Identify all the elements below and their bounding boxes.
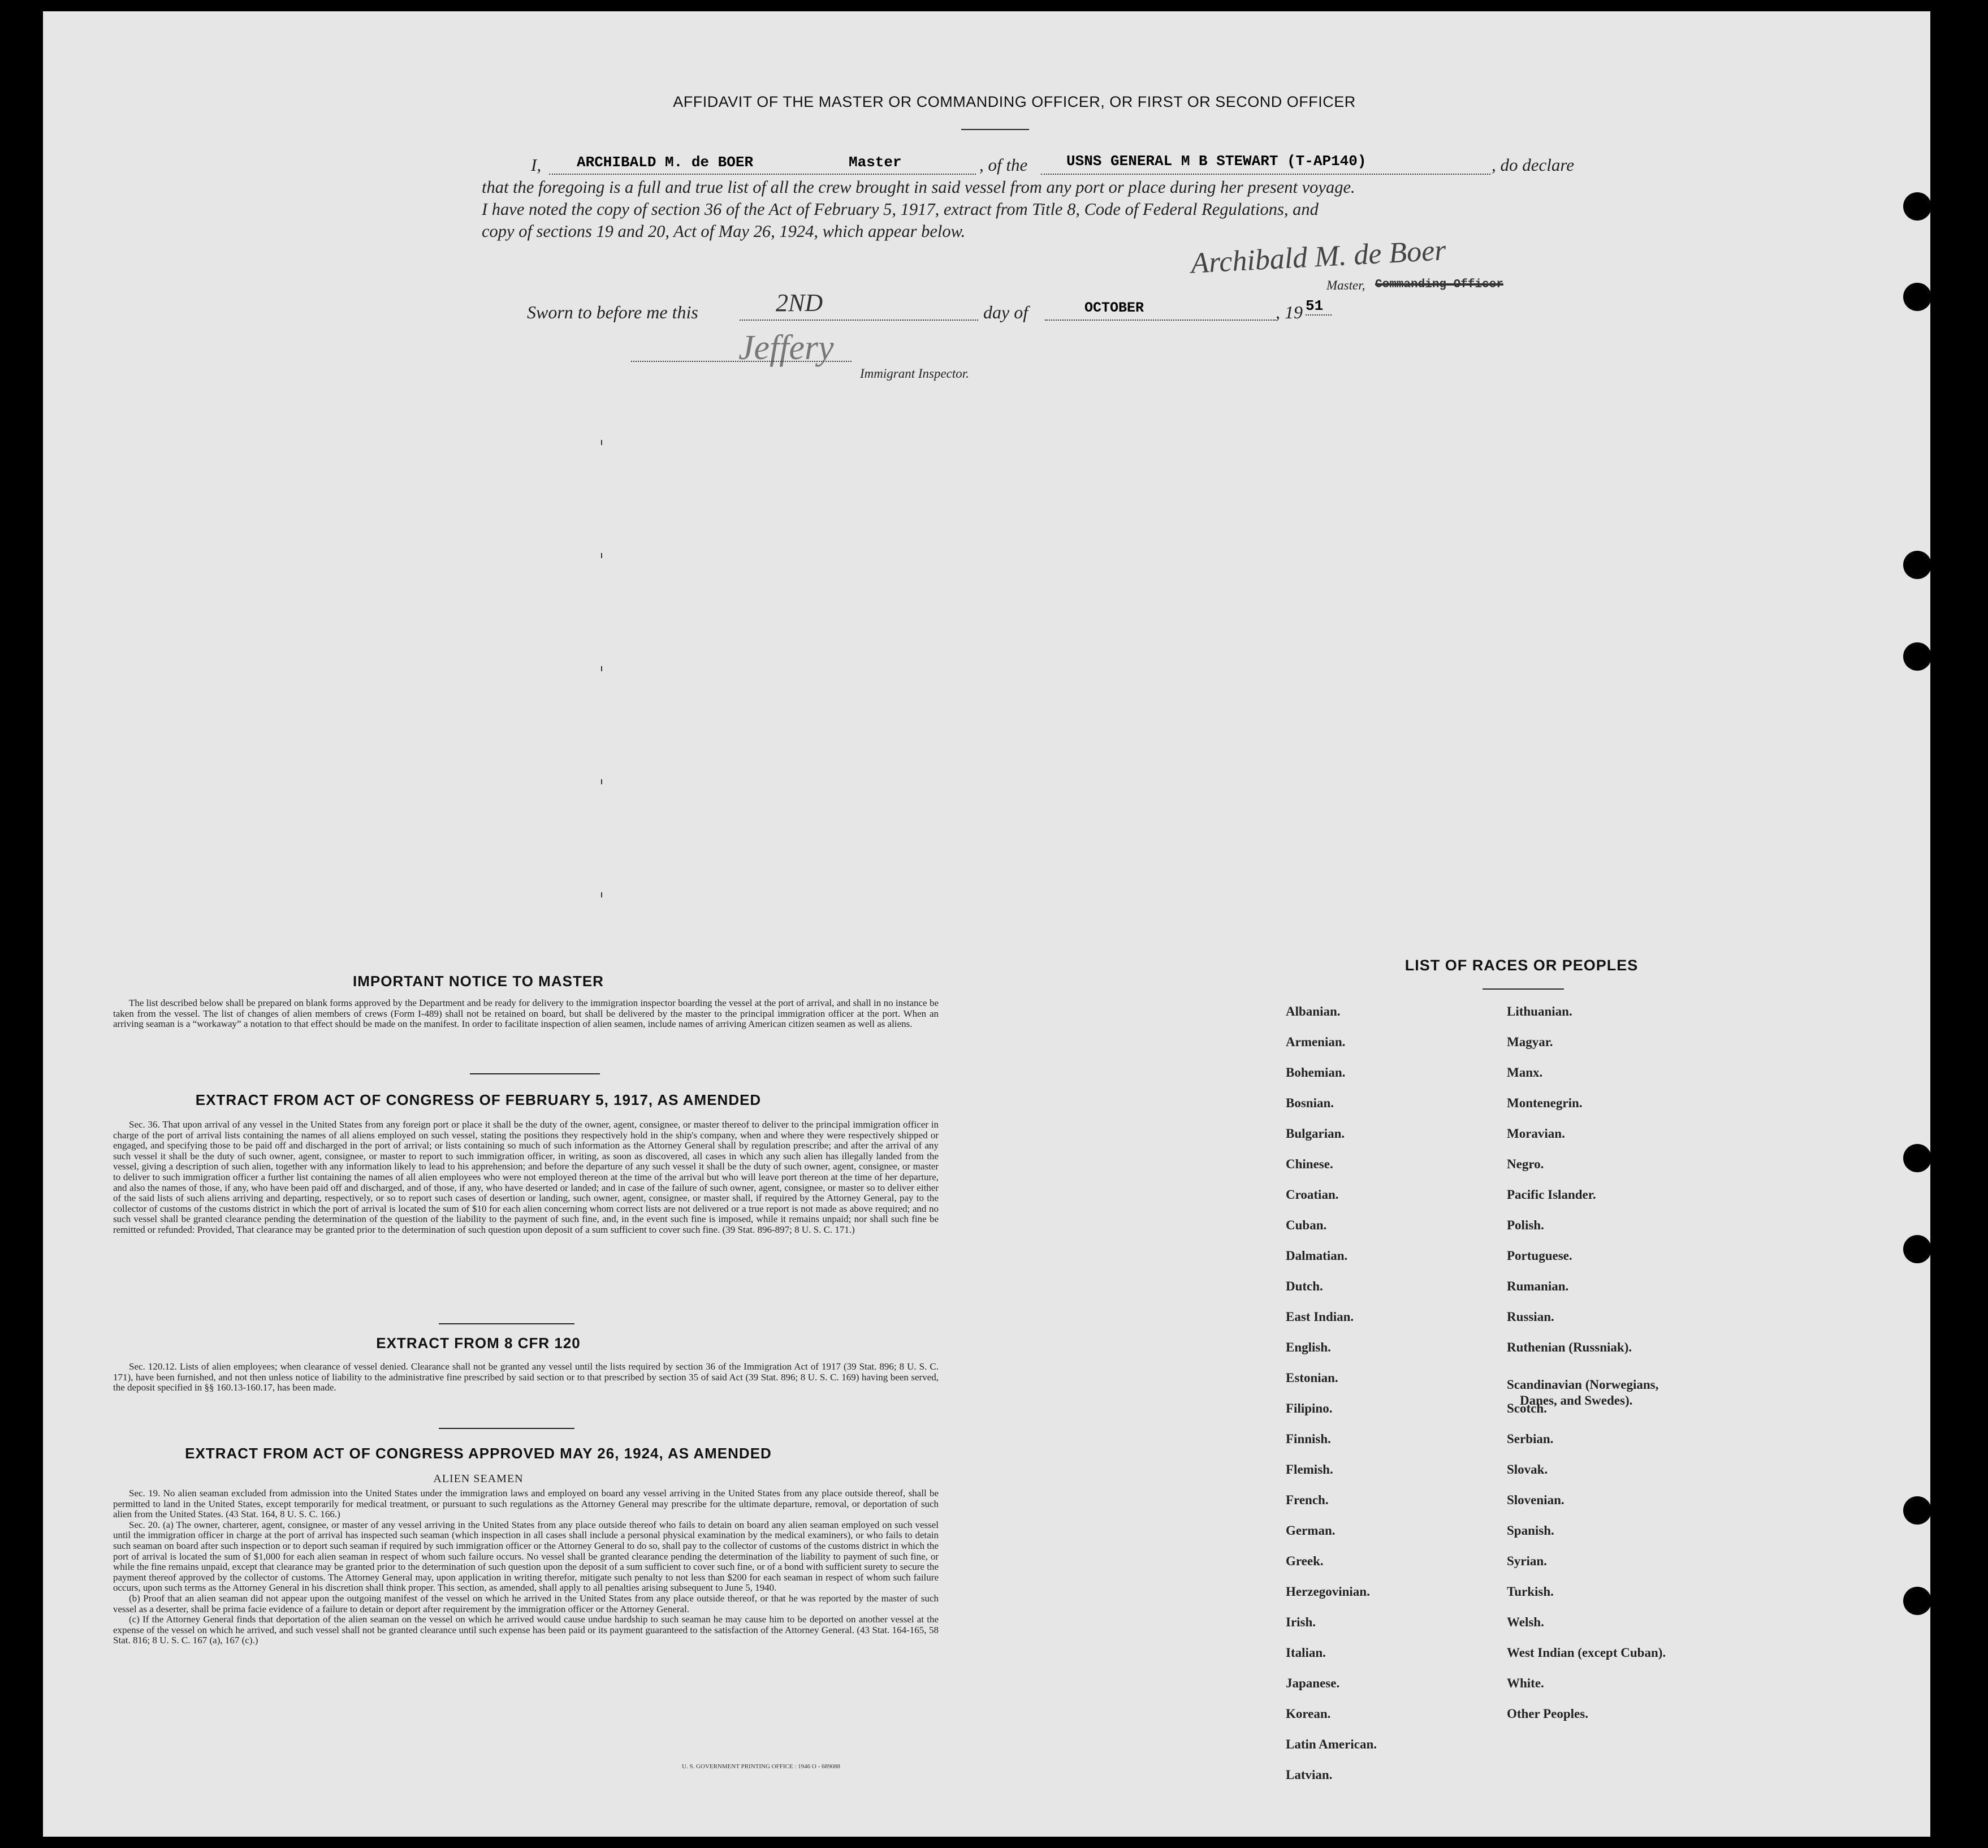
punch-hole bbox=[1903, 1235, 1931, 1263]
sec-20c-paragraph: (c) If the Attorney General finds that deportation of the alien seaman on the vessel on which he arrived would cause undue hardship to such seaman he may cause him to be deported on another vessel at the expense of the vessel on which he arrived, and such vessel shall not be granted clearance until such expense has been paid or its payment guaranteed to the satisfaction of the Attorney General. (43 Stat. 164-165, 58 Stat. 816; 8 U. S. C. 167 (a), 167 (c).) bbox=[113, 1614, 939, 1646]
master-label: Master, bbox=[1326, 278, 1365, 292]
vessel-name: USNS GENERAL M B STEWART (T-AP140) bbox=[1066, 153, 1367, 170]
race-item: Montenegrin. bbox=[1507, 1096, 1583, 1110]
race-item: Chinese. bbox=[1286, 1157, 1333, 1171]
margin-tick bbox=[601, 666, 602, 671]
races-divider bbox=[1483, 988, 1564, 990]
race-item: Croatian. bbox=[1286, 1188, 1339, 1202]
extract-cfr-divider bbox=[439, 1428, 574, 1429]
month-line bbox=[1045, 305, 1276, 321]
affidavit-title: AFFIDAVIT OF THE MASTER OR COMMANDING OFFICER, OR FIRST OR SECOND OFFICER bbox=[673, 93, 1356, 110]
race-item: Portuguese. bbox=[1507, 1249, 1572, 1263]
punch-hole bbox=[1903, 192, 1931, 221]
inspector-line bbox=[631, 357, 852, 362]
margin-tick bbox=[601, 892, 602, 897]
inspector-label: Immigrant Inspector. bbox=[860, 366, 969, 381]
punch-hole bbox=[1903, 283, 1931, 311]
margin-tick bbox=[601, 553, 602, 558]
notice-paragraph: The list described below shall be prepared on blank forms approved by the Department and be ready for delivery to the immigration inspector boarding the vessel at the port of arrival, and shall in no instance be taken from the vessel. The list of changes of alien members of crews (Form I-489) shall not be retained on board, but shall be delivered by the master to the principal immigration officer at the port. When an arriving seaman is a “workaway” a notation to that effect should be made on the manifest. In order to facilitate inspection of alien seamen, include names of arriving American citizen seamen as well as aliens. bbox=[113, 998, 939, 1030]
race-item: Ruthenian (Russniak). bbox=[1507, 1340, 1632, 1354]
year-suffix: 51 bbox=[1306, 297, 1332, 316]
punch-hole bbox=[1903, 551, 1931, 579]
extract-cfr-title: EXTRACT FROM 8 CFR 120 bbox=[376, 1335, 581, 1352]
extract-1924-title: EXTRACT FROM ACT OF CONGRESS APPROVED MAY 26, 1924, AS AMENDED bbox=[185, 1445, 772, 1462]
affidavit-line-2: that the foregoing is a full and true list of all the crew brought in said vessel from any port or place during her present voyage. bbox=[482, 178, 1355, 197]
master-signature: Archibald M. de Boer bbox=[1190, 234, 1447, 280]
race-item: Italian. bbox=[1286, 1646, 1326, 1660]
title-divider bbox=[961, 129, 1029, 130]
notice-title: IMPORTANT NOTICE TO MASTER bbox=[353, 973, 604, 990]
race-item: Estonian. bbox=[1286, 1371, 1338, 1385]
affidavit-line-4: copy of sections 19 and 20, Act of May 26, 1924, which appear below. bbox=[482, 222, 966, 241]
race-item: Filipino. bbox=[1286, 1401, 1333, 1415]
race-item: Herzegovinian. bbox=[1286, 1584, 1370, 1599]
race-item: Slovenian. bbox=[1507, 1493, 1565, 1507]
race-item: Cuban. bbox=[1286, 1218, 1327, 1232]
race-item: East Indian. bbox=[1286, 1310, 1354, 1324]
race-item: Moravian. bbox=[1507, 1126, 1565, 1141]
race-item: Armenian. bbox=[1286, 1035, 1346, 1049]
race-item: French. bbox=[1286, 1493, 1329, 1507]
race-item: Bulgarian. bbox=[1286, 1126, 1345, 1141]
race-item: Other Peoples. bbox=[1507, 1707, 1588, 1721]
race-item: Scandinavian (Norwegians, bbox=[1507, 1378, 1659, 1392]
race-item: Manx. bbox=[1507, 1065, 1543, 1080]
race-item: Danes, and Swedes). bbox=[1520, 1393, 1633, 1407]
year-prefix: , 19 bbox=[1276, 302, 1303, 322]
race-item: Polish. bbox=[1507, 1218, 1544, 1232]
race-item: Magyar. bbox=[1507, 1035, 1553, 1049]
race-item: Latin American. bbox=[1286, 1737, 1377, 1751]
race-item: English. bbox=[1286, 1340, 1331, 1354]
extract-cfr-text bbox=[113, 1362, 939, 1393]
race-item: Russian. bbox=[1507, 1310, 1554, 1324]
struck-title: Commanding Officer bbox=[1375, 278, 1503, 291]
race-item: Serbian. bbox=[1507, 1432, 1554, 1446]
race-item: Welsh. bbox=[1507, 1615, 1544, 1629]
do-declare-text: , do declare bbox=[1492, 155, 1575, 175]
race-item: Irish. bbox=[1286, 1615, 1316, 1629]
master-name: ARCHIBALD M. de BOER bbox=[577, 154, 754, 171]
extract-1917-title: EXTRACT FROM ACT OF CONGRESS OF FEBRUARY 5, 1917, AS AMENDED bbox=[195, 1091, 762, 1108]
race-item: Korean. bbox=[1286, 1707, 1331, 1721]
extract-1924-subtitle: ALIEN SEAMEN bbox=[433, 1473, 524, 1485]
sworn-text: Sworn to before me this bbox=[527, 302, 698, 322]
race-item: Latvian. bbox=[1286, 1768, 1333, 1782]
race-item: German. bbox=[1286, 1523, 1336, 1538]
extract-1917-paragraph: Sec. 36. That upon arrival of any vessel in the United States from any foreign port or place it shall be the duty of the owner, agent, consignee, or master thereof to deliver to the principal immigration officer in charge of the port of arrival lists containing the names of all aliens employed on such vessel, stating the positions they respectively hold in the ship's company, when and where they were respectively shipped or engaged, and specifying those to be paid off and discharged in the port of arrival; or lists containing so much of such information as the Attorney General shall by regulation prescribe; and after the arrival of any such vessel it shall be the duty of such owner, agent, consignee, or master to report to such immigration officer, in writing, as soon as discovered, all cases in which any such alien has illegally landed from the vessel, giving a description of such alien, together with any information likely to lead to his apprehension; and before the departure of any such vessel it shall be the duty of such owner, agent, consignee, or master to deliver to such immigration officer a further list containing the names of all alien employees who were not employed thereon at the time of the arrival but who will leave port thereon at the time of her departure, and also the names of those, if any, who have been paid off and discharged, and of those, if any, who have deserted or landed; and in case of the failure of such owner, agent, consignee, or master so to deliver either of the said lists of such aliens arriving and departing, respectively, or so to report such cases of desertion or landing, such owner, agent, consignee, or master shall, if required by the Attorney General, pay to the collector of customs of the customs district in which the port of arrival is located the sum of $10 for each alien concerning whom correct lists are not delivered or a true report is not made as above required; and no such vessel shall be granted clearance pending the determination of the question of the liability to the payment of such fine, and, in the event such fine is imposed, while it remains unpaid; nor shall such fine be remitted or refunded: Provided, That clearance may be granted prior to the determination of such question upon deposit of a sum sufficient to cover such fine. (39 Stat. 896-897; 8 U. S. C. 171.) bbox=[113, 1119, 939, 1235]
race-item: Bosnian. bbox=[1286, 1096, 1334, 1110]
race-item: Spanish. bbox=[1507, 1523, 1554, 1538]
race-item: Japanese. bbox=[1286, 1676, 1340, 1690]
document-page bbox=[43, 11, 1930, 1837]
race-item: Finnish. bbox=[1286, 1432, 1331, 1446]
race-item: Greek. bbox=[1286, 1554, 1324, 1568]
affidavit-line-3: I have noted the copy of section 36 of the Act of February 5, 1917, extract from Title 8, Code of Federal Regulations, and bbox=[482, 200, 1319, 219]
sec-19-paragraph: Sec. 19. No alien seaman excluded from admission into the United States under the immigration laws and employed on board any vessel arriving in the United States from any place outside thereof, shall be permitted to land in the United States, except temporarily for medical treatment, or pursuant to such regulations as the Attorney General may prescribe for the ultimate departure, removal, or deportation of such alien from the United States. (43 Stat. 164, 8 U. S. C. 166.) bbox=[113, 1488, 939, 1520]
race-item: White. bbox=[1507, 1676, 1544, 1690]
races-title: LIST OF RACES OR PEOPLES bbox=[1404, 957, 1639, 974]
of-the-text: , of the bbox=[979, 155, 1028, 175]
race-item: Negro. bbox=[1507, 1157, 1544, 1171]
race-item: Dutch. bbox=[1286, 1279, 1323, 1293]
race-item: Flemish. bbox=[1286, 1462, 1333, 1476]
race-item: Albanian. bbox=[1286, 1004, 1341, 1018]
margin-tick bbox=[601, 779, 602, 784]
race-item: Bohemian. bbox=[1286, 1065, 1346, 1080]
printer-imprint: U. S. GOVERNMENT PRINTING OFFICE : 1946 O - 689088 bbox=[682, 1763, 841, 1770]
race-item: Pacific Islander. bbox=[1507, 1188, 1596, 1202]
punch-hole bbox=[1903, 1496, 1931, 1525]
race-item: Rumanian. bbox=[1507, 1279, 1569, 1293]
race-item: Scotch. bbox=[1507, 1401, 1547, 1415]
affidavit-i: I, bbox=[531, 155, 542, 175]
extract-1917-divider bbox=[439, 1323, 574, 1324]
punch-hole bbox=[1903, 1144, 1931, 1172]
race-item: Syrian. bbox=[1507, 1554, 1547, 1568]
extract-cfr-paragraph: Sec. 120.12. Lists of alien employees; when clearance of vessel denied. Clearance shall not be granted any vessel until the lists required by section 36 of the Immigration Act of 1917 (39 Stat. 896; 8 U. S. C. 171), have been furnished, and not then unless notice of liability to the administrative fine prescribed by said section or to that prescribed by section 35 of said Act (39 Stat. 896; 8 U. S. C. 169) having been served, the deposit specified in §§ 160.13-160.17, has been made. bbox=[113, 1361, 939, 1393]
race-item: Slovak. bbox=[1507, 1462, 1548, 1476]
notice-divider bbox=[470, 1073, 600, 1074]
punch-hole bbox=[1903, 642, 1931, 671]
day-of-text: day of bbox=[983, 302, 1028, 322]
sec-20a-paragraph: Sec. 20. (a) The owner, charterer, agent, consignee, or master of any vessel arriving in the United States from any place outside thereof who fails to detain on board any alien seaman employed on such vessel until the immigration officer in charge at the port of arrival has inspected such seaman (which inspection in all cases shall include a personal physical examination by the medical examiners), or who fails to detain such seaman on board after such inspection or to deport such seaman if required by such immigration officer or the Attorney General to do so, shall pay to the collector of customs of the customs district in which the port of arrival is located the sum of $1,000 for each alien seaman in respect of whom such failure occurs. No vessel shall be granted clearance pending the determination of the liability to payment of such fine, or while the fine remains unpaid, except that clearance may be granted prior to the determination of such question upon the deposit of a sum sufficient to cover such fine, or of a bond with sufficient surety to secure the payment thereof approved by the collector of customs. The Attorney General may, upon application in writing therefor, mitigate such penalty to not less than $200 for each seaman in respect of whom such failure occurs, upon such terms as the Attorney General in his discretion shall think proper. This section, as amended, shall apply to all penalties arising subsequent to June 5, 1940. bbox=[113, 1519, 939, 1594]
race-item: West Indian (except Cuban). bbox=[1507, 1646, 1666, 1660]
sworn-month: OCTOBER bbox=[1084, 300, 1144, 316]
inspector-signature: Jeffery bbox=[738, 329, 834, 367]
notice-text bbox=[113, 998, 939, 1030]
race-item: Dalmatian. bbox=[1286, 1249, 1348, 1263]
extract-1924-text bbox=[113, 1488, 939, 1646]
race-item: Turkish. bbox=[1507, 1584, 1554, 1599]
sec-20b-paragraph: (b) Proof that an alien seaman did not appear upon the outgoing manifest of the vessel on which he arrived in the United States from any place outside thereof, or that he was reported by the master of such vessel as a deserter, shall be prima facie evidence of a failure to detain or deport after requirement by the immigration officer or the Attorney General. bbox=[113, 1592, 939, 1614]
margin-tick bbox=[601, 440, 602, 445]
master-rank: Master bbox=[849, 154, 902, 171]
sworn-day: 2ND bbox=[776, 289, 823, 317]
race-item: Lithuanian. bbox=[1507, 1004, 1572, 1018]
extract-1917-text bbox=[113, 1120, 939, 1236]
punch-hole bbox=[1903, 1587, 1931, 1615]
